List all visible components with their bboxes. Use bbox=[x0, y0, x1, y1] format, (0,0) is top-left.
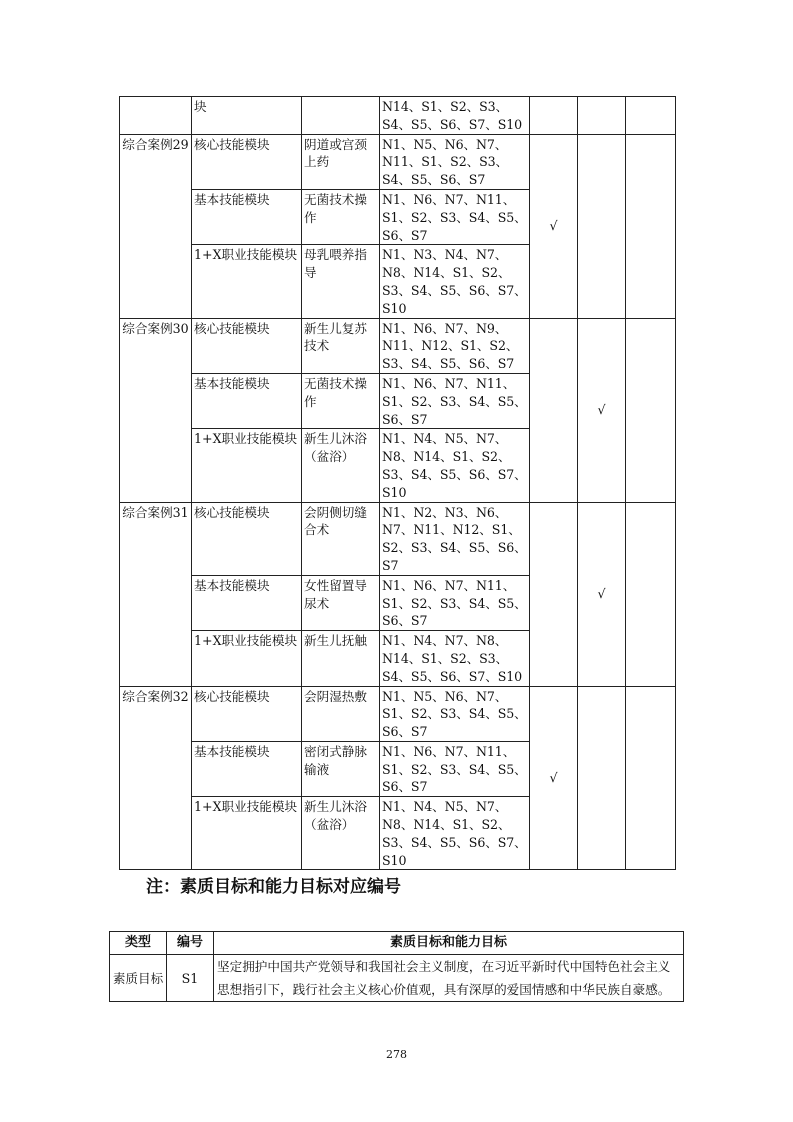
project-cell: 母乳喂养指导 bbox=[302, 245, 380, 318]
table-row bbox=[120, 318, 676, 373]
module-cell: 1+X职业技能模块 bbox=[192, 797, 302, 870]
table-row bbox=[120, 502, 676, 575]
module-cell: 基本技能模块 bbox=[192, 575, 302, 630]
objectives-cell: N1、N4、N7、N8、N14、S1、S2、S3、S4、S5、S6、S7、S10 bbox=[380, 631, 530, 686]
project-cell: 新生儿抚触 bbox=[302, 631, 380, 686]
module-cell: 1+X职业技能模块 bbox=[192, 631, 302, 686]
project-cell: 无菌技术操作 bbox=[302, 373, 380, 428]
curriculum-table bbox=[119, 96, 676, 870]
project-cell: 女性留置导尿术 bbox=[302, 575, 380, 630]
goals-table bbox=[109, 931, 684, 1002]
case-name-cell: 综合案例31 bbox=[120, 502, 192, 686]
project-cell: 无菌技术操作 bbox=[302, 189, 380, 244]
project-cell: 新生儿沐浴（盆浴） bbox=[302, 429, 380, 502]
check-cell bbox=[626, 97, 676, 135]
goal-description: 坚定拥护中国共产党领导和我国社会主义制度，在习近平新时代中国特色社会主义思想指引下，践行社会主义核心价值观，具有深厚的爱国情感和中华民族自豪感。 bbox=[214, 955, 684, 1002]
header-code: 编号 bbox=[167, 932, 214, 955]
check-cell bbox=[626, 134, 676, 318]
project-cell: 会阴湿热敷 bbox=[302, 686, 380, 741]
objectives-cell: N1、N5、N6、N7、S1、S2、S3、S4、S5、S6、S7 bbox=[380, 686, 530, 741]
objectives-cell: N1、N3、N4、N7、N8、N14、S1、S2、S3、S4、S5、S6、S7、S10 bbox=[380, 245, 530, 318]
project-cell: 新生儿复苏技术 bbox=[302, 318, 380, 373]
project-cell bbox=[302, 97, 380, 135]
objectives-cell: N1、N2、N3、N6、N7、N11、N12、S1、S2、S3、S4、S5、S6、S7 bbox=[380, 502, 530, 575]
page-number: 278 bbox=[386, 1048, 407, 1061]
objectives-cell: N1、N4、N5、N7、N8、N14、S1、S2、S3、S4、S5、S6、S7、S10 bbox=[380, 797, 530, 870]
check-cell bbox=[626, 502, 676, 686]
module-cell: 核心技能模块 bbox=[192, 318, 302, 373]
check-cell bbox=[626, 686, 676, 870]
check-mark-cell: √ bbox=[578, 502, 626, 686]
objectives-cell: N1、N4、N5、N7、N8、N14、S1、S2、S3、S4、S5、S6、S7、S10 bbox=[380, 429, 530, 502]
check-cell bbox=[578, 686, 626, 870]
case-cell bbox=[120, 97, 192, 135]
goal-type: 素质目标 bbox=[110, 955, 167, 1002]
objectives-cell: N1、N6、N7、N9、N11、N12、S1、S2、S3、S4、S5、S6、S7 bbox=[380, 318, 530, 373]
check-cell bbox=[530, 97, 578, 135]
check-mark-cell: √ bbox=[530, 686, 578, 870]
module-cell: 1+X职业技能模块 bbox=[192, 429, 302, 502]
goals-header-row bbox=[110, 932, 684, 955]
objectives-cell: N1、N6、N7、N11、S1、S2、S3、S4、S5、S6、S7 bbox=[380, 575, 530, 630]
check-cell bbox=[578, 97, 626, 135]
module-cell: 核心技能模块 bbox=[192, 502, 302, 575]
case-name-cell: 综合案例32 bbox=[120, 686, 192, 870]
check-cell bbox=[626, 318, 676, 502]
module-cell: 块 bbox=[192, 97, 302, 135]
module-cell: 1+X职业技能模块 bbox=[192, 245, 302, 318]
table-row bbox=[120, 686, 676, 741]
objectives-cell: N1、N5、N6、N7、N11、S1、S2、S3、S4、S5、S6、S7 bbox=[380, 134, 530, 189]
module-cell: 基本技能模块 bbox=[192, 189, 302, 244]
module-cell: 基本技能模块 bbox=[192, 373, 302, 428]
check-mark-cell: √ bbox=[578, 318, 626, 502]
objectives-cell: N14、S1、S2、S3、S4、S5、S6、S7、S10 bbox=[380, 97, 530, 135]
objectives-cell: N1、N6、N7、N11、S1、S2、S3、S4、S5、S6、S7 bbox=[380, 189, 530, 244]
case-name-cell: 综合案例29 bbox=[120, 134, 192, 318]
project-cell: 新生儿沐浴（盆浴） bbox=[302, 797, 380, 870]
check-cell bbox=[578, 134, 626, 318]
module-cell: 核心技能模块 bbox=[192, 134, 302, 189]
module-cell: 核心技能模块 bbox=[192, 686, 302, 741]
table-row bbox=[120, 134, 676, 189]
objectives-cell: N1、N6、N7、N11、S1、S2、S3、S4、S5、S6、S7 bbox=[380, 373, 530, 428]
check-mark-cell: √ bbox=[530, 134, 578, 318]
header-type: 类型 bbox=[110, 932, 167, 955]
goals-row bbox=[110, 955, 684, 1002]
case-name-cell: 综合案例30 bbox=[120, 318, 192, 502]
header-desc: 素质目标和能力目标 bbox=[214, 932, 684, 955]
project-cell: 会阴侧切缝合术 bbox=[302, 502, 380, 575]
curriculum-table-body bbox=[120, 97, 676, 870]
check-cell bbox=[530, 318, 578, 502]
table-row bbox=[120, 97, 676, 135]
note-title: 注：素质目标和能力目标对应编号 bbox=[146, 877, 401, 897]
objectives-cell: N1、N6、N7、N11、S1、S2、S3、S4、S5、S6、S7 bbox=[380, 741, 530, 796]
goal-code: S1 bbox=[167, 955, 214, 1002]
project-cell: 阴道或宫颈上药 bbox=[302, 134, 380, 189]
check-cell bbox=[530, 502, 578, 686]
project-cell: 密闭式静脉输液 bbox=[302, 741, 380, 796]
module-cell: 基本技能模块 bbox=[192, 741, 302, 796]
